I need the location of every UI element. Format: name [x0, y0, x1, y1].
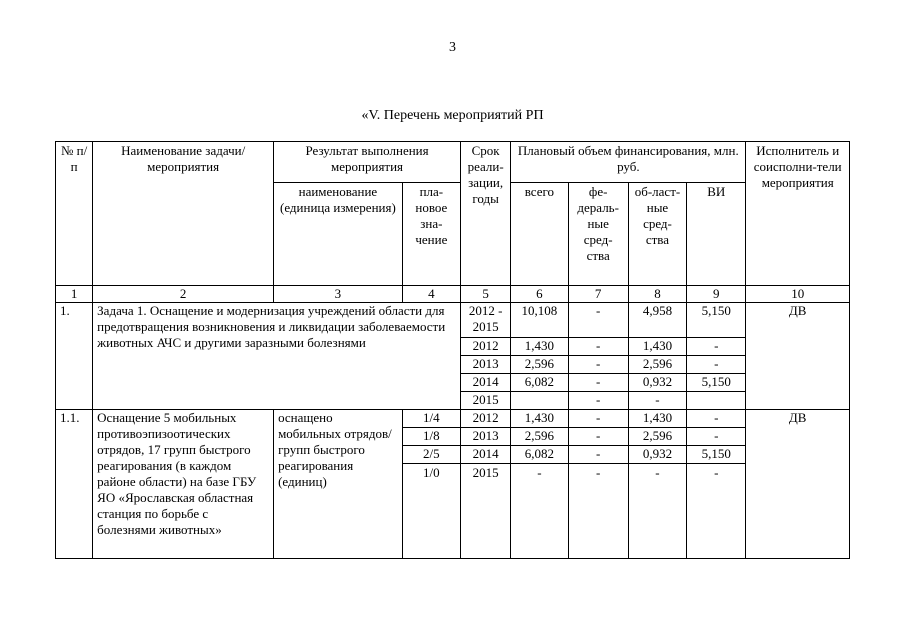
item-total: 1,430 [511, 410, 568, 428]
task-year: 2012 [461, 338, 511, 356]
item-year: 2013 [461, 428, 511, 446]
item-regional: 0,932 [628, 446, 686, 464]
task-total: 6,082 [511, 374, 568, 392]
task-executor: ДВ [746, 303, 850, 410]
column-number: 6 [511, 286, 568, 303]
task-total: 2,596 [511, 356, 568, 374]
item-vi: - [687, 428, 746, 446]
task-total [511, 392, 568, 410]
task-regional: 2,596 [628, 356, 686, 374]
task-federal: - [568, 338, 628, 356]
column-number: 5 [461, 286, 511, 303]
task-num: 1. [56, 303, 93, 410]
task-regional: 4,958 [628, 303, 686, 338]
task-federal: - [568, 356, 628, 374]
column-number: 2 [93, 286, 274, 303]
page-title: «V. Перечень мероприятий РП [361, 108, 544, 123]
item-planned: 2/5 [402, 446, 460, 464]
task-vi: 5,150 [687, 303, 746, 338]
header-result-name: наименование (единица измерения) [274, 183, 403, 286]
task-regional: 1,430 [628, 338, 686, 356]
task-vi [687, 392, 746, 410]
header-row [56, 142, 850, 183]
header-result: Результат выполнения мероприятия [274, 142, 461, 183]
item-year: 2012 [461, 410, 511, 428]
item-federal: - [568, 446, 628, 464]
item-federal: - [568, 410, 628, 428]
task-year: 2014 [461, 374, 511, 392]
task-total: 1,430 [511, 338, 568, 356]
activities-table [55, 141, 850, 559]
task-year: 2015 [461, 392, 511, 410]
task-federal: - [568, 303, 628, 338]
header-executor: Исполнитель и соисполни-тели мероприятия [746, 142, 850, 286]
column-number: 9 [687, 286, 746, 303]
header-regional: об-ласт-ные сред-ства [628, 183, 686, 286]
item-vi: - [687, 410, 746, 428]
header-task-name: Наименование задачи/ мероприятия [93, 142, 274, 286]
item-num: 1.1. [56, 410, 93, 559]
item-federal: - [568, 464, 628, 559]
header-vi: ВИ [687, 183, 746, 286]
task-name: Задача 1. Оснащение и модернизация учреждений области для предотвращения возникновения и ликвидации заболеваемости животных АЧС и другими заразными болезнями [93, 303, 461, 410]
header-federal: фе-дераль-ные сред-ства [568, 183, 628, 286]
task-vi: 5,150 [687, 374, 746, 392]
item-year: 2014 [461, 446, 511, 464]
header-result-planned: пла-новое зна-чение [402, 183, 460, 286]
task-regional: - [628, 392, 686, 410]
task-year: 2012 - 2015 [461, 303, 511, 338]
task-vi: - [687, 356, 746, 374]
item-vi: 5,150 [687, 446, 746, 464]
item-total: 2,596 [511, 428, 568, 446]
column-number: 7 [568, 286, 628, 303]
item-planned: 1/4 [402, 410, 460, 428]
task-vi: - [687, 338, 746, 356]
column-number: 8 [628, 286, 686, 303]
item-federal: - [568, 428, 628, 446]
column-number: 10 [746, 286, 850, 303]
header-term: Срок реали-зации, годы [461, 142, 511, 286]
column-number: 3 [274, 286, 403, 303]
column-numbers-row [56, 286, 850, 303]
item-total: - [511, 464, 568, 559]
page-number: 3 [449, 40, 456, 55]
item-regional: 1,430 [628, 410, 686, 428]
column-number: 4 [402, 286, 460, 303]
column-number: 1 [56, 286, 93, 303]
header-total: всего [511, 183, 568, 286]
item-regional: 2,596 [628, 428, 686, 446]
header-num: № п/п [56, 142, 93, 286]
item-planned: 1/0 [402, 464, 460, 559]
task-regional: 0,932 [628, 374, 686, 392]
item-planned: 1/8 [402, 428, 460, 446]
item-regional: - [628, 464, 686, 559]
task-federal: - [568, 374, 628, 392]
item-vi: - [687, 464, 746, 559]
task-year: 2013 [461, 356, 511, 374]
task-federal: - [568, 392, 628, 410]
task-total: 10,108 [511, 303, 568, 338]
item-total: 6,082 [511, 446, 568, 464]
item-result-name: оснащено мобильных отрядов/групп быстрого реагирования (единиц) [274, 410, 403, 559]
item-row [56, 410, 850, 428]
item-executor: ДВ [746, 410, 850, 559]
item-name: Оснащение 5 мобильных противоэпизоотических отрядов, 17 групп быстрого реагирования (в каждом районе области) на базе ГБУ ЯО «Ярославская областная станция по борьбе с болезнями животных» [93, 410, 274, 559]
task-row [56, 303, 850, 338]
item-year: 2015 [461, 464, 511, 559]
header-volume: Плановый объем финансирования, млн. руб. [511, 142, 746, 183]
